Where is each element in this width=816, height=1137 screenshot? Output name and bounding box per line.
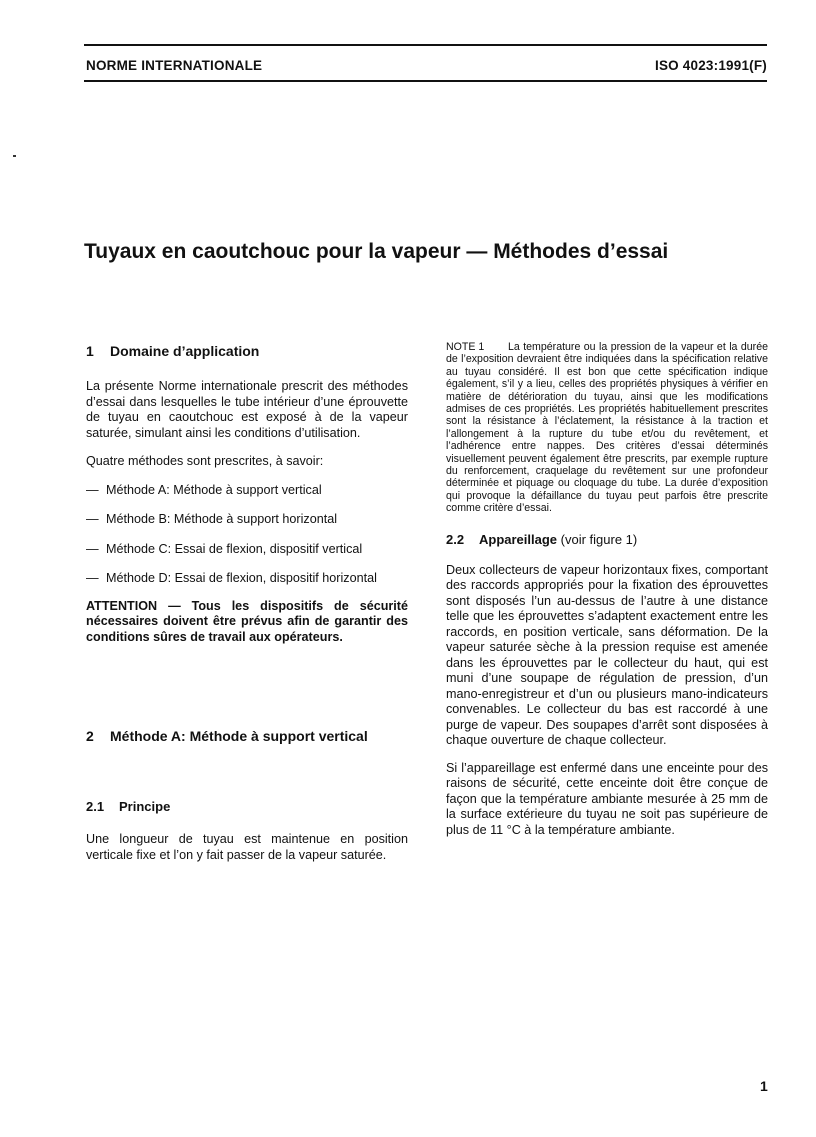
section-1-title: Domaine d’application: [110, 343, 260, 359]
method-list-item: [86, 542, 408, 558]
list-dash: —: [86, 512, 99, 526]
right-column: [446, 340, 768, 838]
section-2-1-heading: [86, 799, 408, 814]
note-label: NOTE 1: [446, 341, 485, 353]
section-1-heading: [86, 343, 408, 359]
method-a-text: Méthode A: Méthode à support vertical: [106, 482, 322, 497]
section-2-number: 2: [86, 728, 94, 744]
note-1: [446, 341, 768, 515]
scan-speck: [13, 155, 16, 157]
header-standard-type: NORME INTERNATIONALE: [86, 58, 263, 73]
section-2-1-paragraph: Une longueur de tuyau est maintenue en position verticale fixe et l’on y fait passer de la vapeur saturée.: [86, 832, 408, 862]
header-document-id: ISO 4023:1991(F): [655, 58, 768, 73]
section-2-1-number: 2.1: [86, 799, 105, 814]
method-list-item: [86, 512, 408, 528]
document-title: Tuyaux en caoutchouc pour la vapeur — Méthodes d’essai: [84, 240, 669, 263]
method-c-text: Méthode C: Essai de flexion, dispositif vertical: [106, 541, 363, 556]
section-2-heading: [86, 728, 408, 744]
method-d-text: Méthode D: Essai de flexion, dispositif horizontal: [106, 571, 377, 585]
method-b-text: Méthode B: Méthode à support horizontal: [106, 512, 338, 526]
section-1-paragraph-2: Quatre méthodes sont prescrites, à savoir:: [86, 454, 324, 468]
section-2-2-number: 2.2: [446, 531, 465, 547]
header-bottom-rule: [84, 80, 767, 82]
section-1-number: 1: [86, 343, 94, 359]
list-dash: —: [86, 482, 99, 497]
section-2-title: Méthode A: Méthode à support vertical: [110, 728, 368, 744]
section-2-2-figure-ref: (voir figure 1): [560, 531, 638, 547]
section-1-paragraph-1: La présente Norme internationale prescrit des méthodes d’essai dans lesquelles le tube intérieur d’une éprouvette de tuyau en caoutchouc est exposé à de la vapeur saturée, simulant ainsi les conditions d’utilisation.: [86, 379, 408, 440]
page-number: 1: [760, 1078, 768, 1094]
section-2-2-title: Appareillage: [479, 531, 558, 547]
method-list-item: [86, 571, 408, 587]
safety-warning: ATTENTION — Tous les dispositifs de sécurité nécessaires doivent être prévus afin de garantir des conditions sûres de travail aux opérateurs.: [86, 598, 408, 644]
method-list-item: [86, 483, 408, 499]
left-column: [86, 340, 408, 863]
list-dash: —: [86, 571, 99, 585]
section-2-1-title: Principe: [119, 799, 171, 814]
section-2-2-paragraph-2: Si l’appareillage est enfermé dans une enceinte pour des raisons de sécurité, cette enceinte doit être conçue de façon que la température ambiante mesurée à 25 mm de la surface extérieure du tuyau ne soit pas supérieure de plus de 11 °C à la température ambiante.: [446, 760, 768, 837]
note-text: La température ou la pression de la vapeur et la durée de l’exposition devraient être indiquées dans la spécification relative au tuyau considéré. Il est bon que cette spécification indique également, s’il y a lieu, celles des propriétés physiques à vérifier en matière de détérioration du tuyau, ainsi que les modifications admises de ces propriétés. Les propriétés habituellement prescrites sont la résistance à l’éclatement, la résistance à la traction et l’allongement à la rupture du tube et/ou du revêtement, et l’adhérence entre nappes. Des critères d’essai déterminés visuellement peuvent également être prescrits, par exemple rupture du renforcement, craquelage du revêtement sur une profondeur déterminée et piquage ou cloquage du tube. La durée d’exposition qui provoque la défaillance du tuyau peut parfois être prescrite comme critère d’essai.: [446, 341, 768, 515]
list-dash: —: [86, 541, 99, 556]
header-top-rule: [84, 44, 767, 46]
section-2-2-paragraph-1: Deux collecteurs de vapeur horizontaux fixes, comportant des raccords appropriés pour la fixation des éprouvettes sont disposés l’un au-dessus de l’autre à une distance telle que les éprouvettes s’adaptent exactement entre les raccords, en position verticale, sans déformation. De la vapeur saturée sèche à la pression requise est amenée dans les éprouvettes par le collecteur du haut, qui est muni d’une soupape de régulation de pression, d’un mano-enregistreur et d’un ou plusieurs mano-indicateurs convenables. Le collecteur du bas est raccordé à une purge de vapeur. Des soupapes d’arrêt sont disposées à chaque ouverture de chaque collecteur.: [446, 562, 768, 748]
section-2-2-heading: [446, 532, 768, 547]
